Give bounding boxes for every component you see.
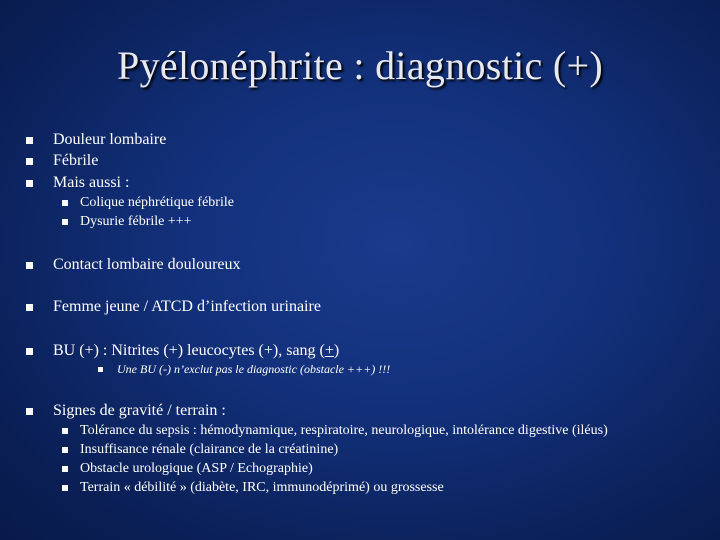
square-bullet-icon bbox=[26, 180, 33, 187]
bullet-contact-lombaire bbox=[26, 256, 241, 274]
bu-note bbox=[98, 362, 390, 377]
sub-bullet-text: Insuffisance rénale (clairance de la créatinine) bbox=[80, 442, 339, 457]
bullet-text: Fébrile bbox=[53, 152, 99, 169]
square-bullet-icon bbox=[98, 367, 103, 372]
square-bullet-icon bbox=[26, 262, 33, 269]
square-bullet-icon bbox=[26, 348, 33, 355]
bu-text-prefix: BU (+) : Nitrites (+) leucocytes (+), sang ( bbox=[53, 342, 325, 359]
sub-bullet-colique bbox=[62, 195, 234, 211]
square-bullet-icon bbox=[62, 447, 68, 453]
bullet-text bbox=[53, 342, 339, 360]
bullet-femme-jeune bbox=[26, 298, 321, 316]
sub-bullet-dysurie bbox=[62, 214, 192, 230]
square-bullet-icon bbox=[26, 408, 33, 415]
bullet-text: Signes de gravité / terrain : bbox=[53, 402, 226, 419]
square-bullet-icon bbox=[62, 466, 68, 472]
bu-text-suffix: ) bbox=[333, 342, 340, 359]
bu-text-underlined: + bbox=[324, 342, 334, 359]
square-bullet-icon bbox=[26, 137, 33, 144]
sub-bullet-tolerance bbox=[62, 423, 608, 439]
bullet-douleur-lombaire bbox=[26, 131, 166, 149]
square-bullet-icon bbox=[62, 485, 68, 491]
bullet-mais-aussi bbox=[26, 174, 129, 192]
sub-bullet-text: Colique néphrétique fébrile bbox=[80, 195, 234, 210]
sub-bullet-text: Obstacle urologique (ASP / Echographie) bbox=[80, 461, 313, 476]
slide-title: Pyélonéphrite : diagnostic (+) bbox=[117, 43, 603, 88]
sub-bullet-terrain bbox=[62, 480, 444, 496]
bullet-signes-gravite bbox=[26, 402, 226, 420]
sub-bullet-text: Terrain « débilité » (diabète, IRC, immunodéprimé) ou grossesse bbox=[80, 480, 444, 495]
square-bullet-icon bbox=[26, 158, 33, 165]
bullet-bu bbox=[26, 342, 339, 360]
square-bullet-icon bbox=[62, 219, 68, 225]
square-bullet-icon bbox=[62, 428, 68, 434]
bullet-text: Contact lombaire douloureux bbox=[53, 256, 241, 273]
bu-note-text: Une BU (-) n’exclut pas le diagnostic (obstacle +++) !!! bbox=[117, 362, 391, 376]
bullet-text: Douleur lombaire bbox=[53, 131, 167, 148]
sub-bullet-insuffisance bbox=[62, 442, 338, 458]
bullet-text: Mais aussi : bbox=[53, 174, 130, 191]
sub-bullet-text: Tolérance du sepsis : hémodynamique, respiratoire, neurologique, intolérance digestive (iléus) bbox=[80, 423, 608, 438]
square-bullet-icon bbox=[26, 304, 33, 311]
sub-bullet-obstacle bbox=[62, 461, 313, 477]
sub-bullet-text: Dysurie fébrile +++ bbox=[80, 214, 192, 229]
bullet-febrile bbox=[26, 152, 98, 170]
square-bullet-icon bbox=[62, 200, 68, 206]
bullet-text: Femme jeune / ATCD d’infection urinaire bbox=[53, 298, 321, 315]
